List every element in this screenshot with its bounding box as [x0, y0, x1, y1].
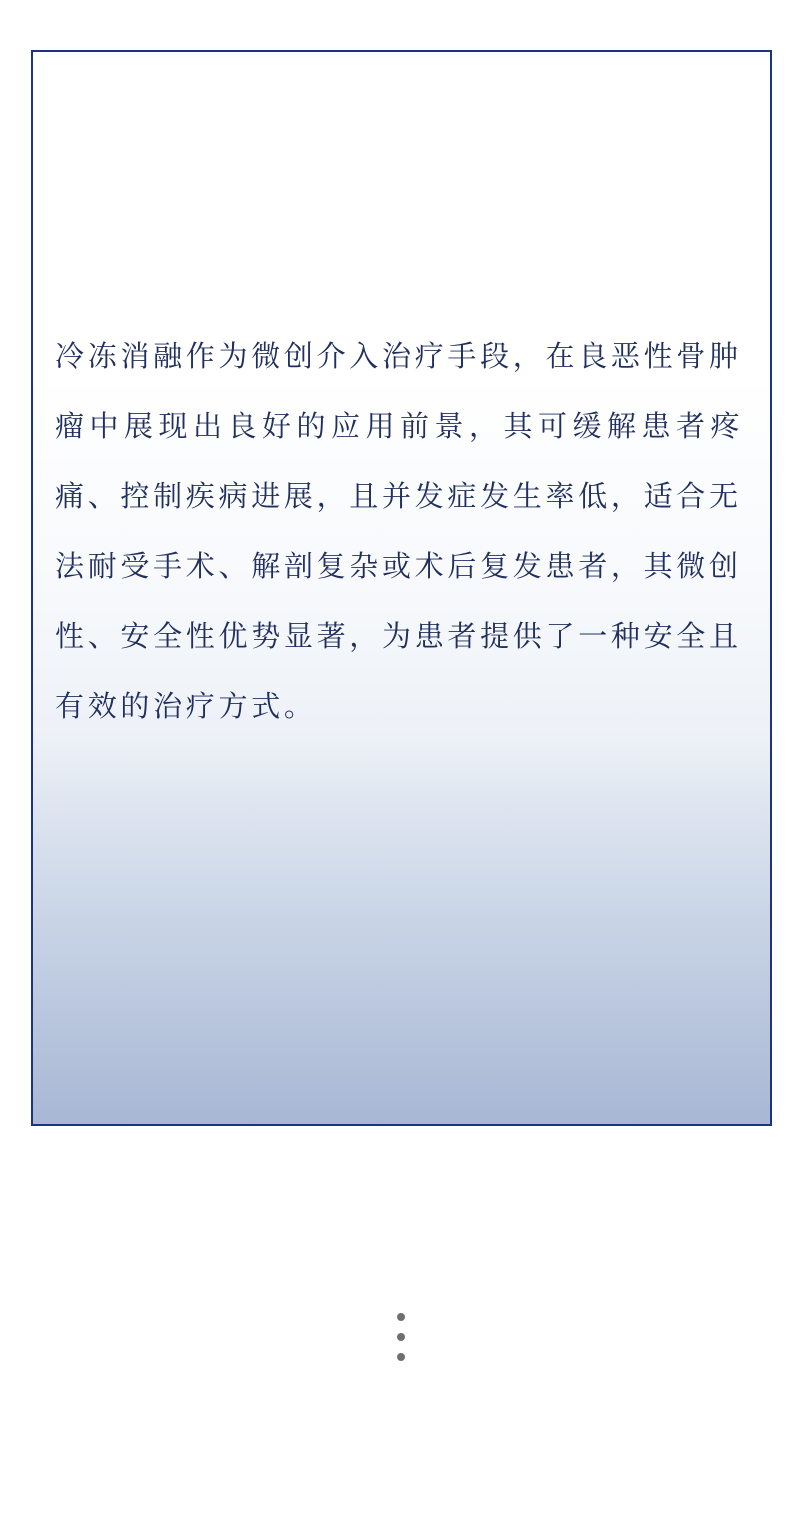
- ellipsis-dot: [397, 1313, 405, 1321]
- paragraph: [33, 322, 770, 742]
- vertical-ellipsis-icon[interactable]: [393, 1313, 409, 1361]
- paragraph-line: 法耐受手术、解剖复杂或术后复发患者，其微创: [55, 551, 742, 583]
- paragraph-line: 性、安全性优势显著，为患者提供了一种安全且: [55, 621, 742, 653]
- paragraph-line: 冷冻消融作为微创介入治疗手段，在良恶性骨肿: [55, 341, 742, 373]
- ellipsis-dot: [397, 1353, 405, 1361]
- paragraph-line: 瘤中展现出良好的应用前景，其可缓解患者疼: [55, 411, 746, 443]
- paragraph-line: 痛、控制疾病进展，且并发症发生率低，适合无: [55, 481, 742, 513]
- paragraph-line: 有效的治疗方式。: [55, 691, 317, 723]
- content-card: [31, 50, 772, 1126]
- ellipsis-dot: [397, 1333, 405, 1341]
